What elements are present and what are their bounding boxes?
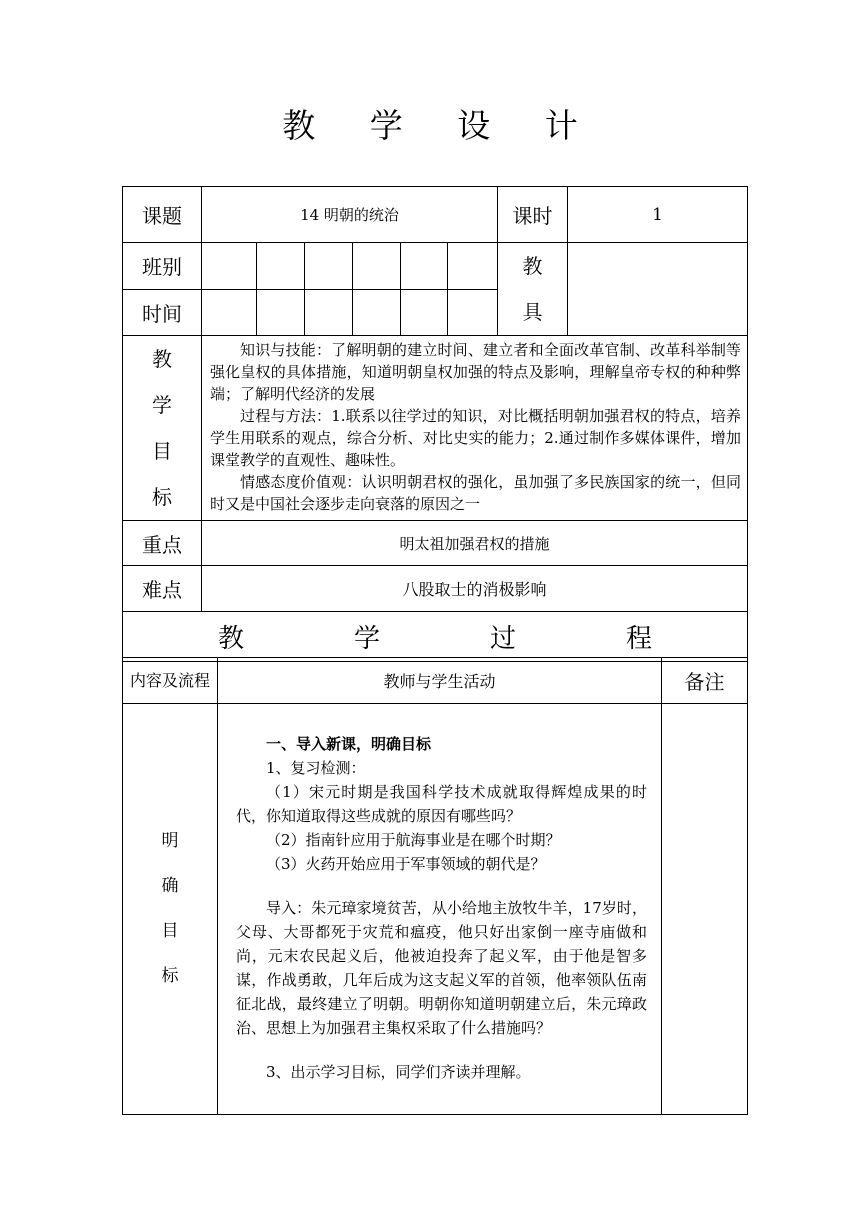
time-cell-2: [257, 289, 305, 336]
difficulty-label: 难点: [123, 566, 202, 612]
question-1: （1）宋元时期是我国科学技术成就取得辉煌成果的时代，你知道取得这些成就的原因有哪些吗？: [236, 783, 647, 825]
section-title: 一、导入新课，明确目标: [266, 735, 432, 753]
stage-label-char: 确: [161, 876, 179, 896]
process-heading: [123, 612, 748, 662]
tools-label: [498, 243, 568, 336]
activity-header: 教师与学生活动: [218, 658, 662, 704]
stage-label: [123, 704, 218, 1115]
stage-label-char: 标: [161, 966, 179, 986]
goal-show: 3、出示学习目标，同学们齐读并理解。: [266, 1063, 531, 1081]
time-cell-4: [353, 289, 401, 336]
class-cell-2: [257, 243, 305, 290]
content-flow-header: 内容及流程: [123, 658, 218, 704]
goal-process: 过程与方法：1.联系以往学过的知识，对比概括明朝加强君权的特点，培养学生用联系的观点，综合分析、对比史实的能力；2.通过制作多媒体课件，增加课堂教学的直观性、趣味性。: [210, 407, 742, 469]
page-title: 教 学 设 计: [282, 106, 600, 145]
class-cell-6: [448, 243, 498, 290]
goals-label-char: 学: [152, 393, 172, 417]
process-heading-char: 学: [353, 624, 380, 654]
class-cell-1: [202, 243, 257, 290]
time-cell-1: [202, 289, 257, 336]
stage-label-char: 目: [161, 921, 179, 941]
tools-label-char: 教: [522, 254, 543, 278]
goals-label-char: 标: [152, 485, 172, 509]
process-heading-char: 教: [217, 624, 244, 654]
class-cell-5: [401, 243, 448, 290]
tools-label-char: 具: [522, 300, 543, 324]
process-heading-char: 程: [626, 624, 653, 654]
stage-label-char: 明: [161, 831, 179, 851]
time-cell-3: [305, 289, 353, 336]
process-heading-char: 过: [490, 624, 517, 654]
key-point-value: 明太祖加强君权的措施: [202, 521, 748, 566]
time-cell-5: [401, 289, 448, 336]
class-cell-3: [305, 243, 353, 290]
class-cell-4: [353, 243, 401, 290]
goals-label-char: 目: [152, 439, 172, 463]
time-label: 时间: [123, 289, 202, 336]
notes-cell: [662, 704, 748, 1115]
question-3: （3）火药开始应用于军事领域的朝代是？: [266, 855, 546, 873]
hours-value: 1: [568, 187, 748, 243]
key-point-label: 重点: [123, 521, 202, 566]
review-title: 1、复习检测：: [266, 759, 366, 777]
tools-value: [568, 243, 748, 336]
lesson-info-table: [122, 186, 748, 662]
goal-attitude: 情感态度价值观：认识明朝君权的强化，虽加强了多民族国家的统一，但同时又是中国社会逐步走向衰落的原因之一: [210, 473, 742, 513]
topic-label: 课题: [123, 187, 202, 243]
class-label: 班别: [123, 243, 202, 290]
question-2: （2）指南针应用于航海事业是在哪个时期？: [266, 831, 561, 849]
goals-label-char: 教: [152, 347, 172, 371]
topic-value: 14 明朝的统治: [202, 187, 498, 243]
hours-label: 课时: [498, 187, 568, 243]
notes-header: 备注: [662, 658, 748, 704]
goals-label: [123, 336, 202, 521]
process-table: [122, 657, 748, 1115]
activity-content: [218, 704, 662, 1115]
difficulty-value: 八股取士的消极影响: [202, 566, 748, 612]
goal-knowledge: 知识与技能：了解明朝的建立时间、建立者和全面改革官制、改革科举制等强化皇权的具体措施，知道明朝皇权加强的特点及影响，理解皇帝专权的种种弊端；了解明代经济的发展: [210, 341, 742, 403]
intro-paragraph: 导入：朱元璋家境贫苦，从小给地主放牧牛羊，17岁时，父母、大哥都死于灾荒和瘟疫，他只好出家倒一座寺庙做和尚，元末农民起义后，他被迫投奔了起义军，由于他是智多谋，作战勇敢，几年后成为这支起义军的首领，他率领队伍南征北战，最终建立了明朝。明朝你知道明朝建立后，朱元璋政治、思想上为加强君主集权采取了什么措施吗？: [236, 899, 647, 1037]
time-cell-6: [448, 289, 498, 336]
goals-content: [202, 336, 748, 521]
